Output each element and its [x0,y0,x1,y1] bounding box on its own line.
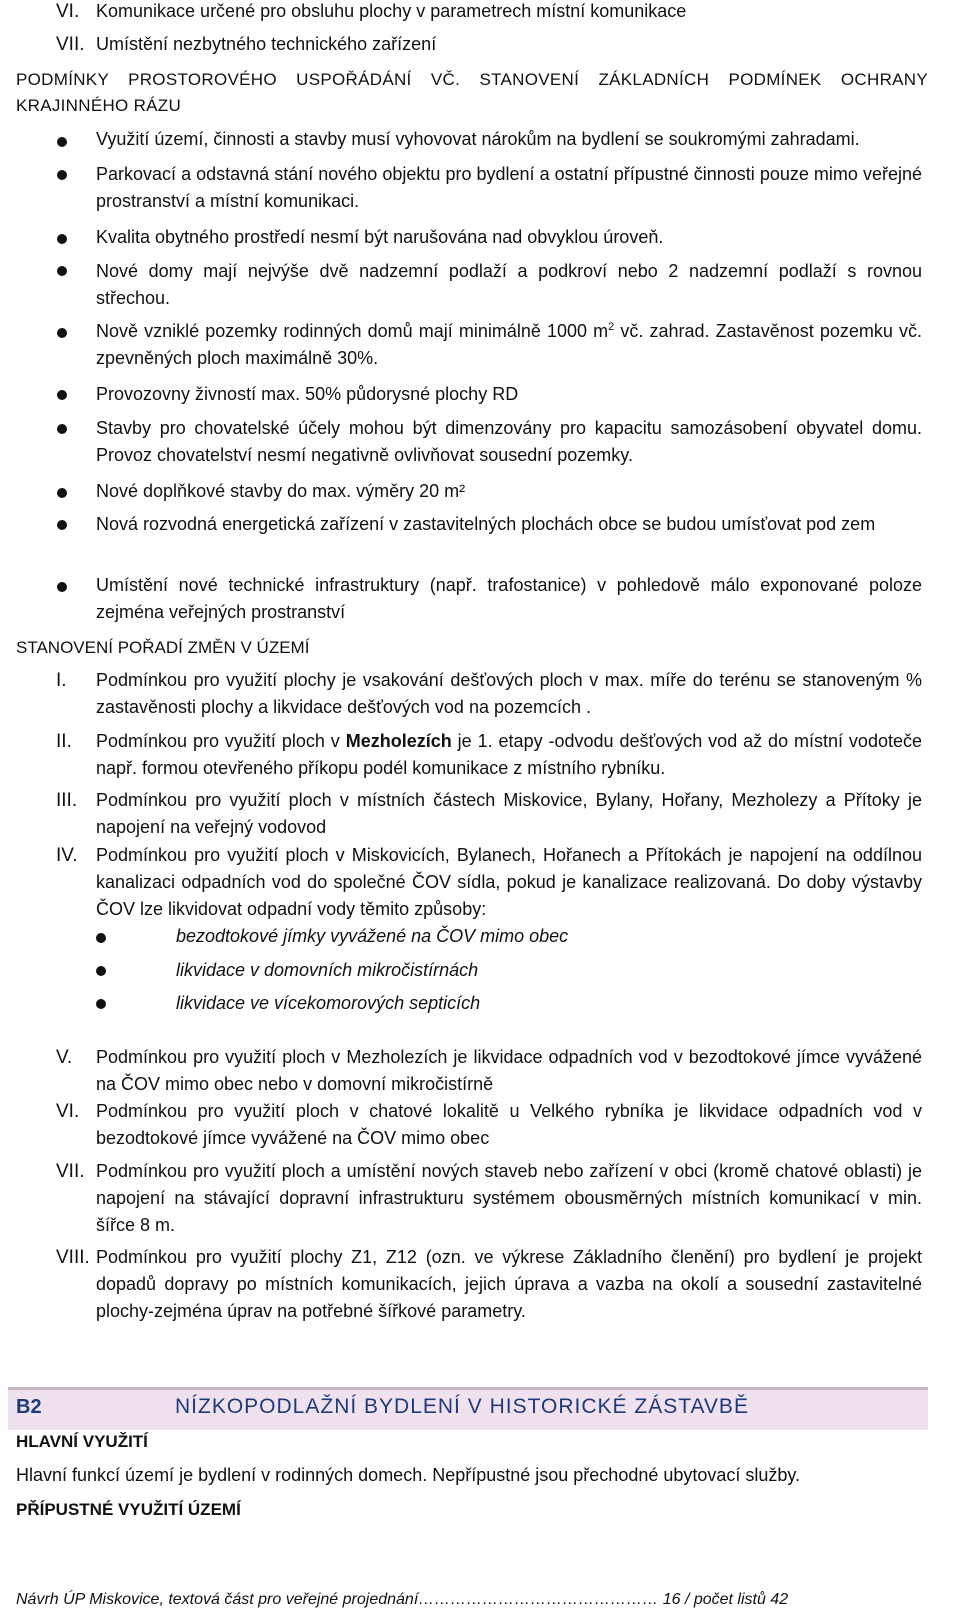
sub-bullet-text: bezodtokové jímky vyvážené na ČOV mimo obec [176,926,569,946]
bullet-icon [96,999,106,1009]
subsection-heading: PŘÍPUSTNÉ VYUŽITÍ ÚZEMÍ [16,1500,241,1519]
list-item-text: Podmínkou pro využití ploch v Mezholezích je likvidace odpadních vod v bezodtokové jímce vyvážené na ČOV mimo obec nebo v domovní mikročistírně [96,1047,922,1094]
subsection-heading: HLAVNÍ VYUŽITÍ [16,1432,148,1451]
section-code: B2 [16,1396,42,1418]
sub-bullet-text: likvidace ve vícekomorových septicích [176,993,481,1013]
bullet-text [96,318,922,372]
list-number: VI. [56,1,80,22]
bullet-icon [57,266,67,276]
list-item-text: Umístění nezbytného technického zařízení [96,34,437,54]
bullet-icon [96,933,106,943]
list-item-text: Komunikace určené pro obsluhu plochy v parametrech místní komunikace [96,1,687,21]
list-number: V. [56,1047,73,1068]
bullet-icon [57,520,67,530]
list-number: VI. [56,1101,80,1122]
bullet-text: Provozovny živností max. 50% půdorysné plochy RD [96,384,519,404]
bullet-text: Kvalita obytného prostředí nesmí být narušována nad obvyklou úroveň. [96,227,664,247]
bullet-icon [57,488,67,498]
list-number: VII. [56,1161,85,1182]
bullet-text-part: vč. zahrad. Zastavěnost pozemku vč. zpevněných ploch maximálně 30%. [96,321,922,368]
bullet-text-part: Nově vzniklé pozemky rodinných domů mají minimálně 1000 m [96,321,609,341]
bullet-text: Využití území, činnosti a stavby musí vyhovovat nárokům na bydlení se soukromými zahradami. [96,129,860,149]
list-item-text: Podmínkou pro využití ploch v chatové lokalitě u Velkého rybníka je likvidace odpadních vod v bezodtokové jímce vyvážené na ČOV mimo obec [96,1101,922,1148]
bullet-text: Parkovací a odstavná stání nového objektu pro bydlení a ostatní přípustné činnosti pouze mimo veřejné prostranství a místní komunikaci. [96,164,922,211]
list-item-text: Podmínkou pro využití ploch v místních částech Miskovice, Bylany, Hořany, Mezholezy a Přítoky je napojení na veřejný vodovod [96,790,922,837]
bullet-text: Nová rozvodná energetická zařízení v zastavitelných plochách obce se budou umísťovat pod zem [96,514,876,534]
bullet-text: Umístění nové technické infrastruktury (např. trafostanice) v pohledově málo exponované poloze zejména veřejných prostranství [96,575,922,622]
list-number: II. [56,731,72,752]
bullet-icon [96,966,106,976]
bullet-icon [57,424,67,434]
list-number: VIII. [56,1247,90,1268]
text-part: je 1. etapy -odvodu dešťových vod až do místní vodoteče např. formou otevřeného příkopu podél komunikace z místního rybníku. [96,731,922,778]
list-number: I. [56,670,67,691]
text-part: Podmínkou pro využití ploch v [96,731,346,751]
paragraph: Hlavní funkcí území je bydlení v rodinných domech. Nepřípustné jsou přechodné ubytovací služby. [16,1465,801,1485]
list-number: VII. [56,34,85,55]
section-heading: PODMÍNKY PROSTOROVÉHO USPOŘÁDÁNÍ VČ. STANOVENÍ ZÁKLADNÍCH PODMÍNEK OCHRANY [16,70,928,89]
superscript: 2 [608,321,615,333]
text-bold: Mezholezích [345,731,452,751]
list-item-text: Podmínkou pro využití ploch v Miskovicích, Bylanech, Hořanech a Přítokách je napojení na oddílnou kanalizaci odpadních vod do společné ČOV sídla, pokud je kanalizace realizovaná. Do doby výstavby ČOV lze likvidovat odpadní vody těmito způsoby: [96,845,922,919]
list-item-text [96,728,922,782]
bullet-icon [57,390,67,400]
list-item-text: Podmínkou pro využití plochy je vsakování dešťových ploch v max. míře do terénu se stanoveným % zastavěnosti plochy a likvidace dešťových vod na pozemcích . [96,670,922,717]
bullet-icon [57,582,67,592]
sub-bullet-text: likvidace v domovních mikročistírnách [176,960,479,980]
bullet-icon [57,328,67,338]
bullet-icon [57,170,67,180]
page-footer: Návrh ÚP Miskovice, textová část pro veřejné projednání……………………………………… 16 / počet listů 42 [16,1591,789,1608]
section-heading: STANOVENÍ POŘADÍ ZMĚN V ÚZEMÍ [16,638,310,657]
bullet-icon [57,234,67,244]
bullet-text: Nové domy mají nejvýše dvě nadzemní podlaží a podkroví nebo 2 nadzemní podlaží s rovnou střechou. [96,261,922,308]
bullet-text: Stavby pro chovatelské účely mohou být dimenzovány pro kapacitu samozásobení obyvatel domu. Provoz chovatelství nesmí negativně ovlivňovat sousední pozemky. [96,418,922,465]
bullet-text: Nové doplňkové stavby do max. výměry 20 m² [96,481,466,501]
list-number: III. [56,790,78,811]
list-item-text: Podmínkou pro využití plochy Z1, Z12 (ozn. ve výkrese Základního členění) pro bydlení je projekt dopadů dopravy po místních komunikacích, jejich úprava a vazba na okolí a sousední zastavitelné plochy-zejména úprav na potřebné šířkové parametry. [96,1247,922,1321]
bullet-icon [57,137,67,147]
list-item-text: Podmínkou pro využití ploch a umístění nových staveb nebo zařízení v obci (kromě chatové oblasti) je napojení na stávající dopravní infrastrukturu systémem obousměrných místních komunikací v min. šířce 8 m. [96,1161,922,1235]
section-heading-cont: KRAJINNÉHO RÁZU [16,96,182,115]
section-title: NÍZKOPODLAŽNÍ BYDLENÍ V HISTORICKÉ ZÁSTAVBĚ [175,1395,749,1418]
list-number: IV. [56,845,78,866]
